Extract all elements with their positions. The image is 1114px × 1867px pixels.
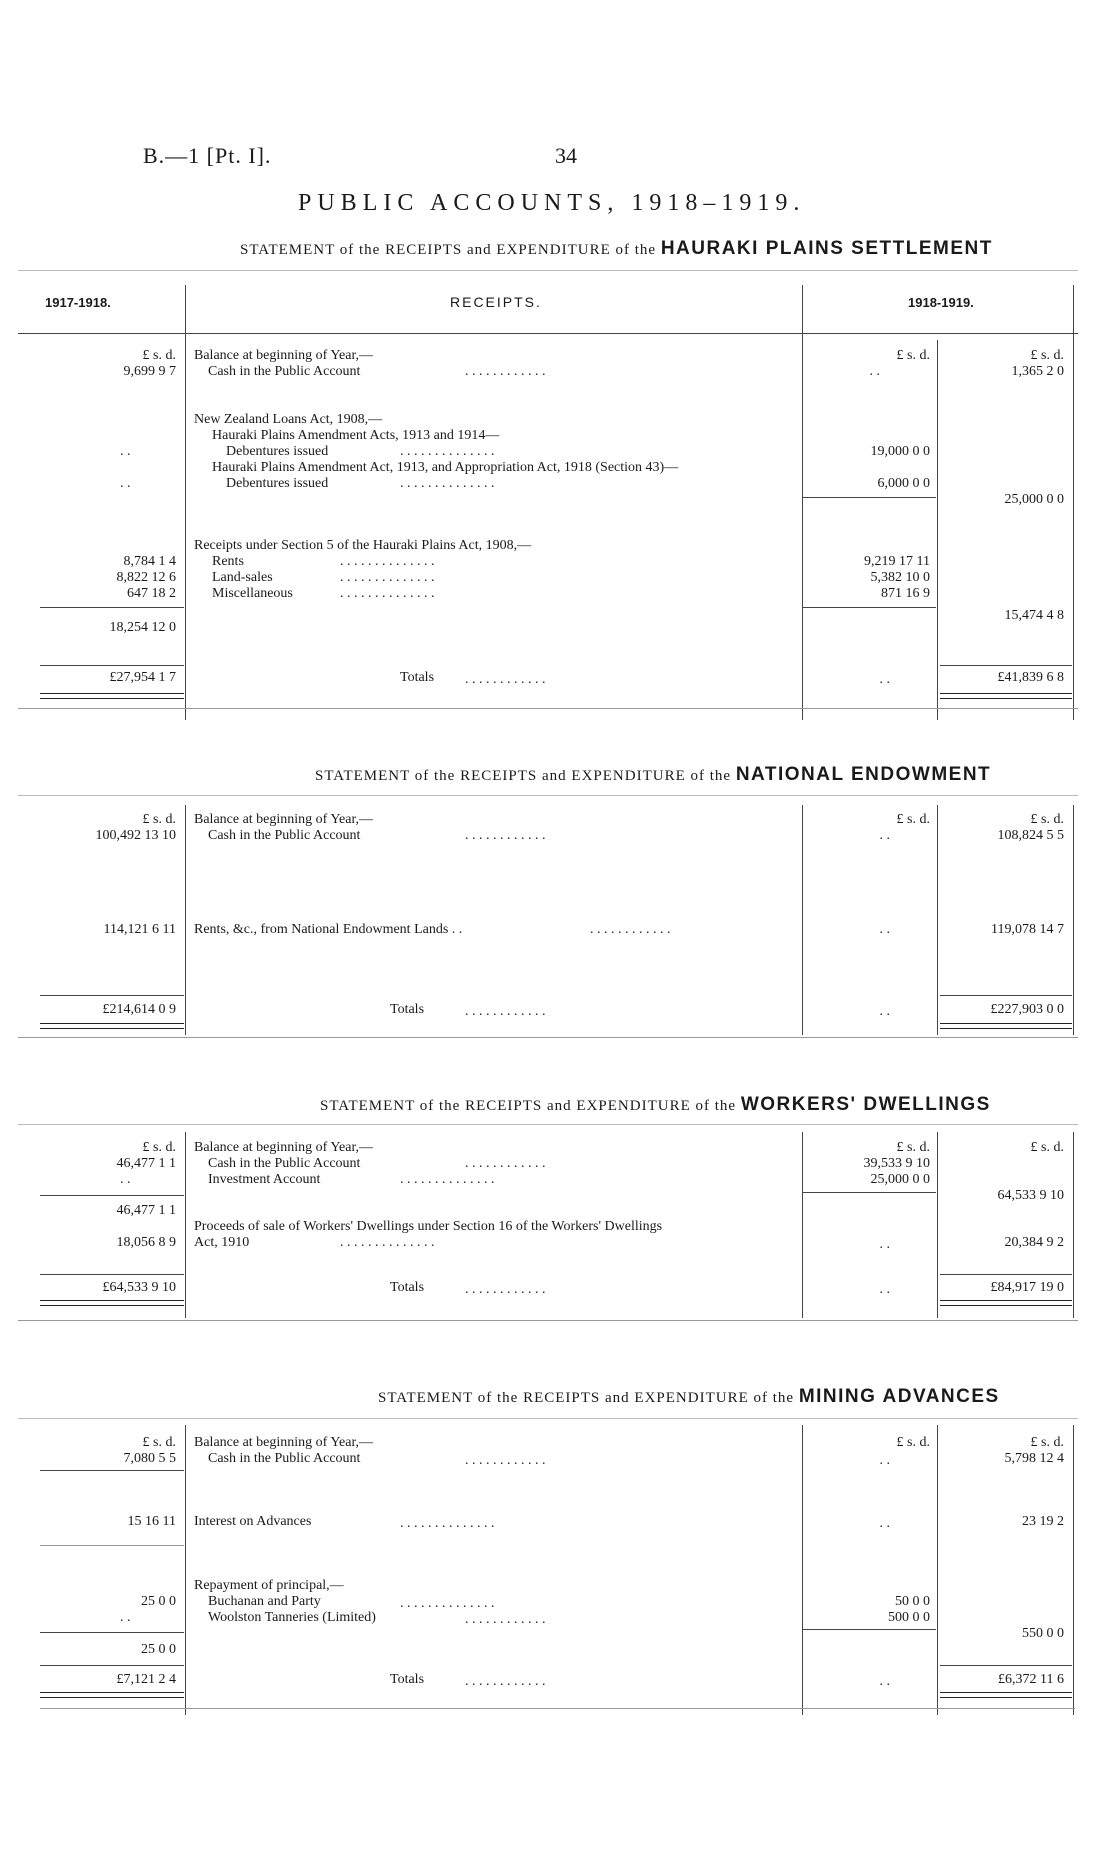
prev-balance-total: 46,477 1 1 <box>116 1203 176 1218</box>
cash-label: Cash in the Public Account <box>208 828 361 843</box>
deb2-label: Debentures issued <box>226 476 329 491</box>
totals-prev: £7,121 2 4 <box>116 1672 176 1687</box>
misc-label: Miscellaneous <box>212 586 293 601</box>
prev-cash: 9,699 9 7 <box>123 364 176 379</box>
statement-title-prefix: STATEMENT of the RECEIPTS and EXPENDITURE of the <box>315 768 732 784</box>
land-a: 5,382 10 0 <box>870 570 930 585</box>
balance-label: Balance at beginning of Year,— <box>194 812 374 827</box>
rents-prev: 114,121 6 11 <box>103 922 176 937</box>
rents-label: Rents, &c., from National Endowment Lands . . <box>194 922 463 937</box>
leader-dots: . . . . . . . . . . . . . . <box>340 586 435 601</box>
land-prev: 8,822 12 6 <box>116 570 176 585</box>
statement-title-bold: WORKERS' DWELLINGS <box>740 1094 991 1115</box>
woolston-label: Woolston Tanneries (Limited) <box>208 1610 376 1625</box>
cur-cash: 5,798 12 4 <box>1004 1451 1064 1466</box>
column-header-prev-year: 1917-1918. <box>45 295 111 310</box>
units-cur: £ s. d. <box>1030 1140 1064 1155</box>
amend2-label: Hauraki Plains Amendment Act, 1913, and Appropriation Act, 1918 (Section 43)— <box>212 460 679 475</box>
statement-title-mining <box>378 1386 1000 1408</box>
totals-prev: £214,614 0 9 <box>102 1002 176 1017</box>
prev-cash: 100,492 13 10 <box>95 828 176 843</box>
leader-dots: . . . . . . . . . . . . . . <box>400 476 495 491</box>
rents-cur: 119,078 14 7 <box>991 922 1064 937</box>
totals-cur: £6,372 11 6 <box>998 1672 1064 1687</box>
prev-cash: 46,477 1 1 <box>116 1156 176 1171</box>
cash-a: 39,533 9 10 <box>863 1156 930 1171</box>
woolston-prev: . . <box>120 1610 131 1625</box>
leader-dots: . . . . . . . . . . . . <box>465 672 546 687</box>
sec5-total: 15,474 4 8 <box>1004 608 1064 623</box>
interest-prev: 15 16 11 <box>127 1514 176 1529</box>
repayment-total: 550 0 0 <box>1022 1626 1064 1641</box>
leader-dots: . . . . . . . . . . . . <box>465 1282 546 1297</box>
leader-dots: . . . . . . . . . . . . . . <box>340 570 435 585</box>
statement-title-workers <box>320 1094 991 1116</box>
balance-label: Balance at beginning of Year,— <box>194 348 374 363</box>
totals-a: . . <box>879 1004 890 1019</box>
statement-title-hauraki <box>240 238 993 260</box>
cur-cash-a: . . <box>879 1453 890 1468</box>
prev-cash: 7,080 5 5 <box>123 1451 176 1466</box>
totals-label: Totals <box>390 1002 425 1017</box>
proceeds-label: Proceeds of sale of Workers' Dwellings under Section 16 of the Workers' Dwellings <box>194 1219 663 1234</box>
balance-label: Balance at beginning of Year,— <box>194 1435 374 1450</box>
interest-label: Interest on Advances <box>194 1514 312 1529</box>
investment-label: Investment Account <box>208 1172 321 1187</box>
leader-dots: . . . . . . . . . . . . . . <box>400 1596 495 1611</box>
statement-title-prefix: STATEMENT of the RECEIPTS and EXPENDITURE of the <box>240 242 657 258</box>
leader-dots: . . . . . . . . . . . . . . <box>340 1235 435 1250</box>
leader-dots: . . . . . . . . . . . . . . <box>400 1172 495 1187</box>
page-title: PUBLIC ACCOUNTS, 1918–1919. <box>298 190 806 216</box>
deb2-prev: . . <box>120 476 131 491</box>
rents-a: . . <box>879 922 890 937</box>
units-a: £ s. d. <box>896 1435 930 1450</box>
sec5-prev-total: 18,254 12 0 <box>109 620 176 635</box>
leader-dots: . . . . . . . . . . . . <box>590 922 671 937</box>
totals-a: . . <box>879 1282 890 1297</box>
leader-dots: . . . . . . . . . . . . <box>465 1004 546 1019</box>
deb1-a: 19,000 0 0 <box>870 444 930 459</box>
interest-cur: 23 19 2 <box>1022 1514 1064 1529</box>
rents-label: Rents <box>212 554 244 569</box>
totals-cur: £227,903 0 0 <box>990 1002 1064 1017</box>
buchanan-prev: 25 0 0 <box>141 1594 176 1609</box>
repayment-prev-total: 25 0 0 <box>141 1642 176 1657</box>
cur-cash-a: . . <box>879 828 890 843</box>
totals-label: Totals <box>400 670 435 685</box>
cash-label: Cash in the Public Account <box>208 1156 361 1171</box>
units-prev: £ s. d. <box>142 1140 176 1155</box>
woolston-a: 500 0 0 <box>888 1610 930 1625</box>
cash-label: Cash in the Public Account <box>208 1451 361 1466</box>
statement-title-bold: NATIONAL ENDOWMENT <box>735 764 992 785</box>
statement-title-prefix: STATEMENT of the RECEIPTS and EXPENDITURE of the <box>320 1098 737 1114</box>
balance-total: 64,533 9 10 <box>997 1188 1064 1203</box>
amend1-label: Hauraki Plains Amendment Acts, 1913 and 1914— <box>212 428 500 443</box>
leader-dots: . . . . . . . . . . . . . . <box>400 444 495 459</box>
leader-dots: . . . . . . . . . . . . . . <box>340 554 435 569</box>
leader-dots: . . . . . . . . . . . . <box>465 1453 546 1468</box>
leader-dots: . . . . . . . . . . . . . . <box>400 1516 495 1531</box>
totals-a: . . <box>879 672 890 687</box>
leader-dots: . . . . . . . . . . . . <box>465 828 546 843</box>
misc-a: 871 16 9 <box>881 586 930 601</box>
leader-dots: . . . . . . . . . . . . <box>465 1612 546 1627</box>
totals-prev: £27,954 1 7 <box>109 670 176 685</box>
rents-prev: 8,784 1 4 <box>123 554 176 569</box>
proceeds-a: . . <box>879 1237 890 1252</box>
buchanan-a: 50 0 0 <box>895 1594 930 1609</box>
totals-label: Totals <box>390 1280 425 1295</box>
land-label: Land-sales <box>212 570 273 585</box>
loans-total: 25,000 0 0 <box>1004 492 1064 507</box>
statement-title-national <box>315 764 991 786</box>
units-a: £ s. d. <box>896 812 930 827</box>
units-cur: £ s. d. <box>1030 348 1064 363</box>
leader-dots: . . . . . . . . . . . . <box>465 1674 546 1689</box>
cash-label: Cash in the Public Account <box>208 364 361 379</box>
column-header-receipts: RECEIPTS. <box>450 294 542 310</box>
totals-cur: £41,839 6 8 <box>997 670 1064 685</box>
buchanan-label: Buchanan and Party <box>208 1594 321 1609</box>
units-a: £ s. d. <box>896 1140 930 1155</box>
leader-dots: . . . . . . . . . . . . <box>465 1156 546 1171</box>
cur-cash: 1,365 2 0 <box>1011 364 1064 379</box>
statement-title-bold: HAURAKI PLAINS SETTLEMENT <box>660 238 993 259</box>
units-cur: £ s. d. <box>1030 1435 1064 1450</box>
balance-label: Balance at beginning of Year,— <box>194 1140 374 1155</box>
statement-title-bold: MINING ADVANCES <box>798 1386 1000 1407</box>
units-a: £ s. d. <box>896 348 930 363</box>
interest-a: . . <box>879 1516 890 1531</box>
prev-investment: . . <box>120 1172 131 1187</box>
statement-title-prefix: STATEMENT of the RECEIPTS and EXPENDITURE of the <box>378 1390 795 1406</box>
deb2-a: 6,000 0 0 <box>877 476 930 491</box>
units-cur: £ s. d. <box>1030 812 1064 827</box>
leader-dots: . . . . . . . . . . . . <box>465 364 546 379</box>
repayment-label: Repayment of principal,— <box>194 1578 344 1593</box>
totals-cur: £84,917 19 0 <box>990 1280 1064 1295</box>
column-header-cur-year: 1918-1919. <box>908 295 974 310</box>
misc-prev: 647 18 2 <box>127 586 176 601</box>
totals-label: Totals <box>390 1672 425 1687</box>
page-number: 34 <box>555 143 577 168</box>
deb1-label: Debentures issued <box>226 444 329 459</box>
deb1-prev: . . <box>120 444 131 459</box>
proceeds-label-2: Act, 1910 <box>194 1235 250 1250</box>
totals-prev: £64,533 9 10 <box>102 1280 176 1295</box>
page-section-ref: B.—1 [Pt. I]. <box>143 143 272 168</box>
cur-cash-a: . . <box>869 364 880 379</box>
rents-a: 9,219 17 11 <box>864 554 930 569</box>
proceeds-prev: 18,056 8 9 <box>116 1235 176 1250</box>
totals-a: . . <box>879 1674 890 1689</box>
units-prev: £ s. d. <box>142 1435 176 1450</box>
units-prev: £ s. d. <box>142 348 176 363</box>
investment-a: 25,000 0 0 <box>870 1172 930 1187</box>
proceeds-cur: 20,384 9 2 <box>1004 1235 1064 1250</box>
units-prev: £ s. d. <box>142 812 176 827</box>
loans-label: New Zealand Loans Act, 1908,— <box>194 412 383 427</box>
cur-cash: 108,824 5 5 <box>997 828 1064 843</box>
sec5-label: Receipts under Section 5 of the Hauraki Plains Act, 1908,— <box>194 538 532 553</box>
